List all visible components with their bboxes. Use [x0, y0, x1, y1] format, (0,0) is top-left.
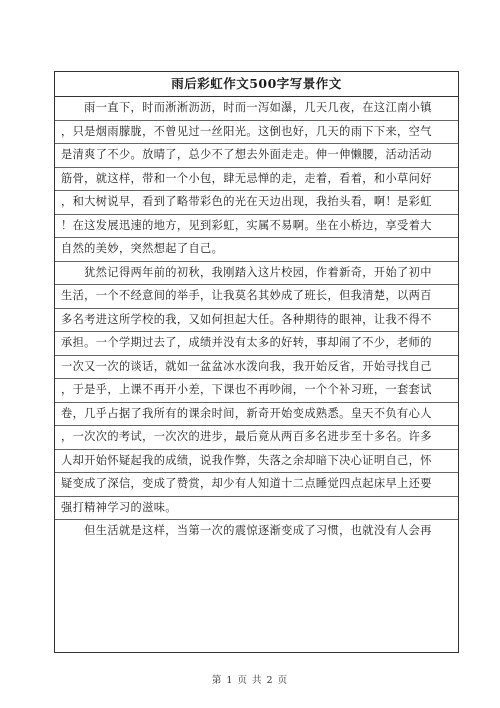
essay-line: 一次又一次的谈话，就如一盆盆冰水泼向我，我开始反省，开始寻找自己: [55, 356, 458, 380]
essay-line: 强打精神学习的滋味。: [55, 497, 458, 521]
essay-line: 雨一直下，时而淅淅沥沥，时而一泻如瀑，几天几夜，在这江南小镇: [55, 97, 458, 121]
page-number-footer: 第 1 页 共 2 页: [211, 675, 289, 686]
essay-line: 生活，一个不经意间的举手，让我莫名其妙成了班长，但我清楚，以两百: [55, 285, 458, 309]
essay-line: 卷，几乎占据了我所有的课余时间，新奇开始变成熟悉。皇天不负有心人: [55, 403, 458, 427]
essay-line: 犹然记得两年前的初秋，我刚踏入这片校园，作着新奇，开始了初中: [55, 262, 458, 286]
essay-line: 人却开始怀疑起我的成绩，说我作弊，失落之余却暗下决心证明自己，怀: [55, 450, 458, 474]
essay-line: 自然的美妙，突然想起了自己。: [55, 238, 458, 262]
essay-line: ，一次次的考试，一次次的进步，最后竟从两百多名进步至十多名。许多: [55, 426, 458, 450]
essay-line: ，于是乎，上课不再开小差，下课也不再吵闹，一个个补习班，一套套试: [55, 379, 458, 403]
essay-line: 疑变成了深信，变成了赞赏，却少有人知道十二点睡觉四点起床早上还要: [55, 473, 458, 497]
essay-line: ，和大树说早，看到了略带彩色的光在天边出现，我抬头看，啊！是彩虹: [55, 191, 458, 215]
essay-title: 雨后彩虹作文500字写景作文: [55, 72, 458, 97]
essay-sheet: [54, 71, 459, 653]
essay-line: ，只是烟雨朦胧，不曾见过一丝阳光。这倒也好，几天的雨下下来，空气: [55, 121, 458, 145]
essay-line: 筋骨，就这样，带和一个小包，肆无忌惮的走，走着，看着，和小草问好: [55, 168, 458, 192]
essay-line: 是清爽了不少。放晴了，总少不了想去外面走走。伸一伸懒腰，活动活动: [55, 144, 458, 168]
essay-line: 但生活就是这样，当第一次的震惊逐渐变成了习惯，也就没有人会再: [61, 524, 432, 537]
essay-line: 承担。一个学期过去了，成绩并没有太多的好转，事却闹了不少，老师的: [55, 332, 458, 356]
essay-line: ！在这发展迅速的地方，见到彩虹，实属不易啊。坐在小桥边，享受着大: [55, 215, 458, 239]
essay-body: [55, 97, 458, 543]
essay-line: 多名考进这所学校的我，又如何担起大任。各种期待的眼神，让我不得不: [55, 309, 458, 333]
